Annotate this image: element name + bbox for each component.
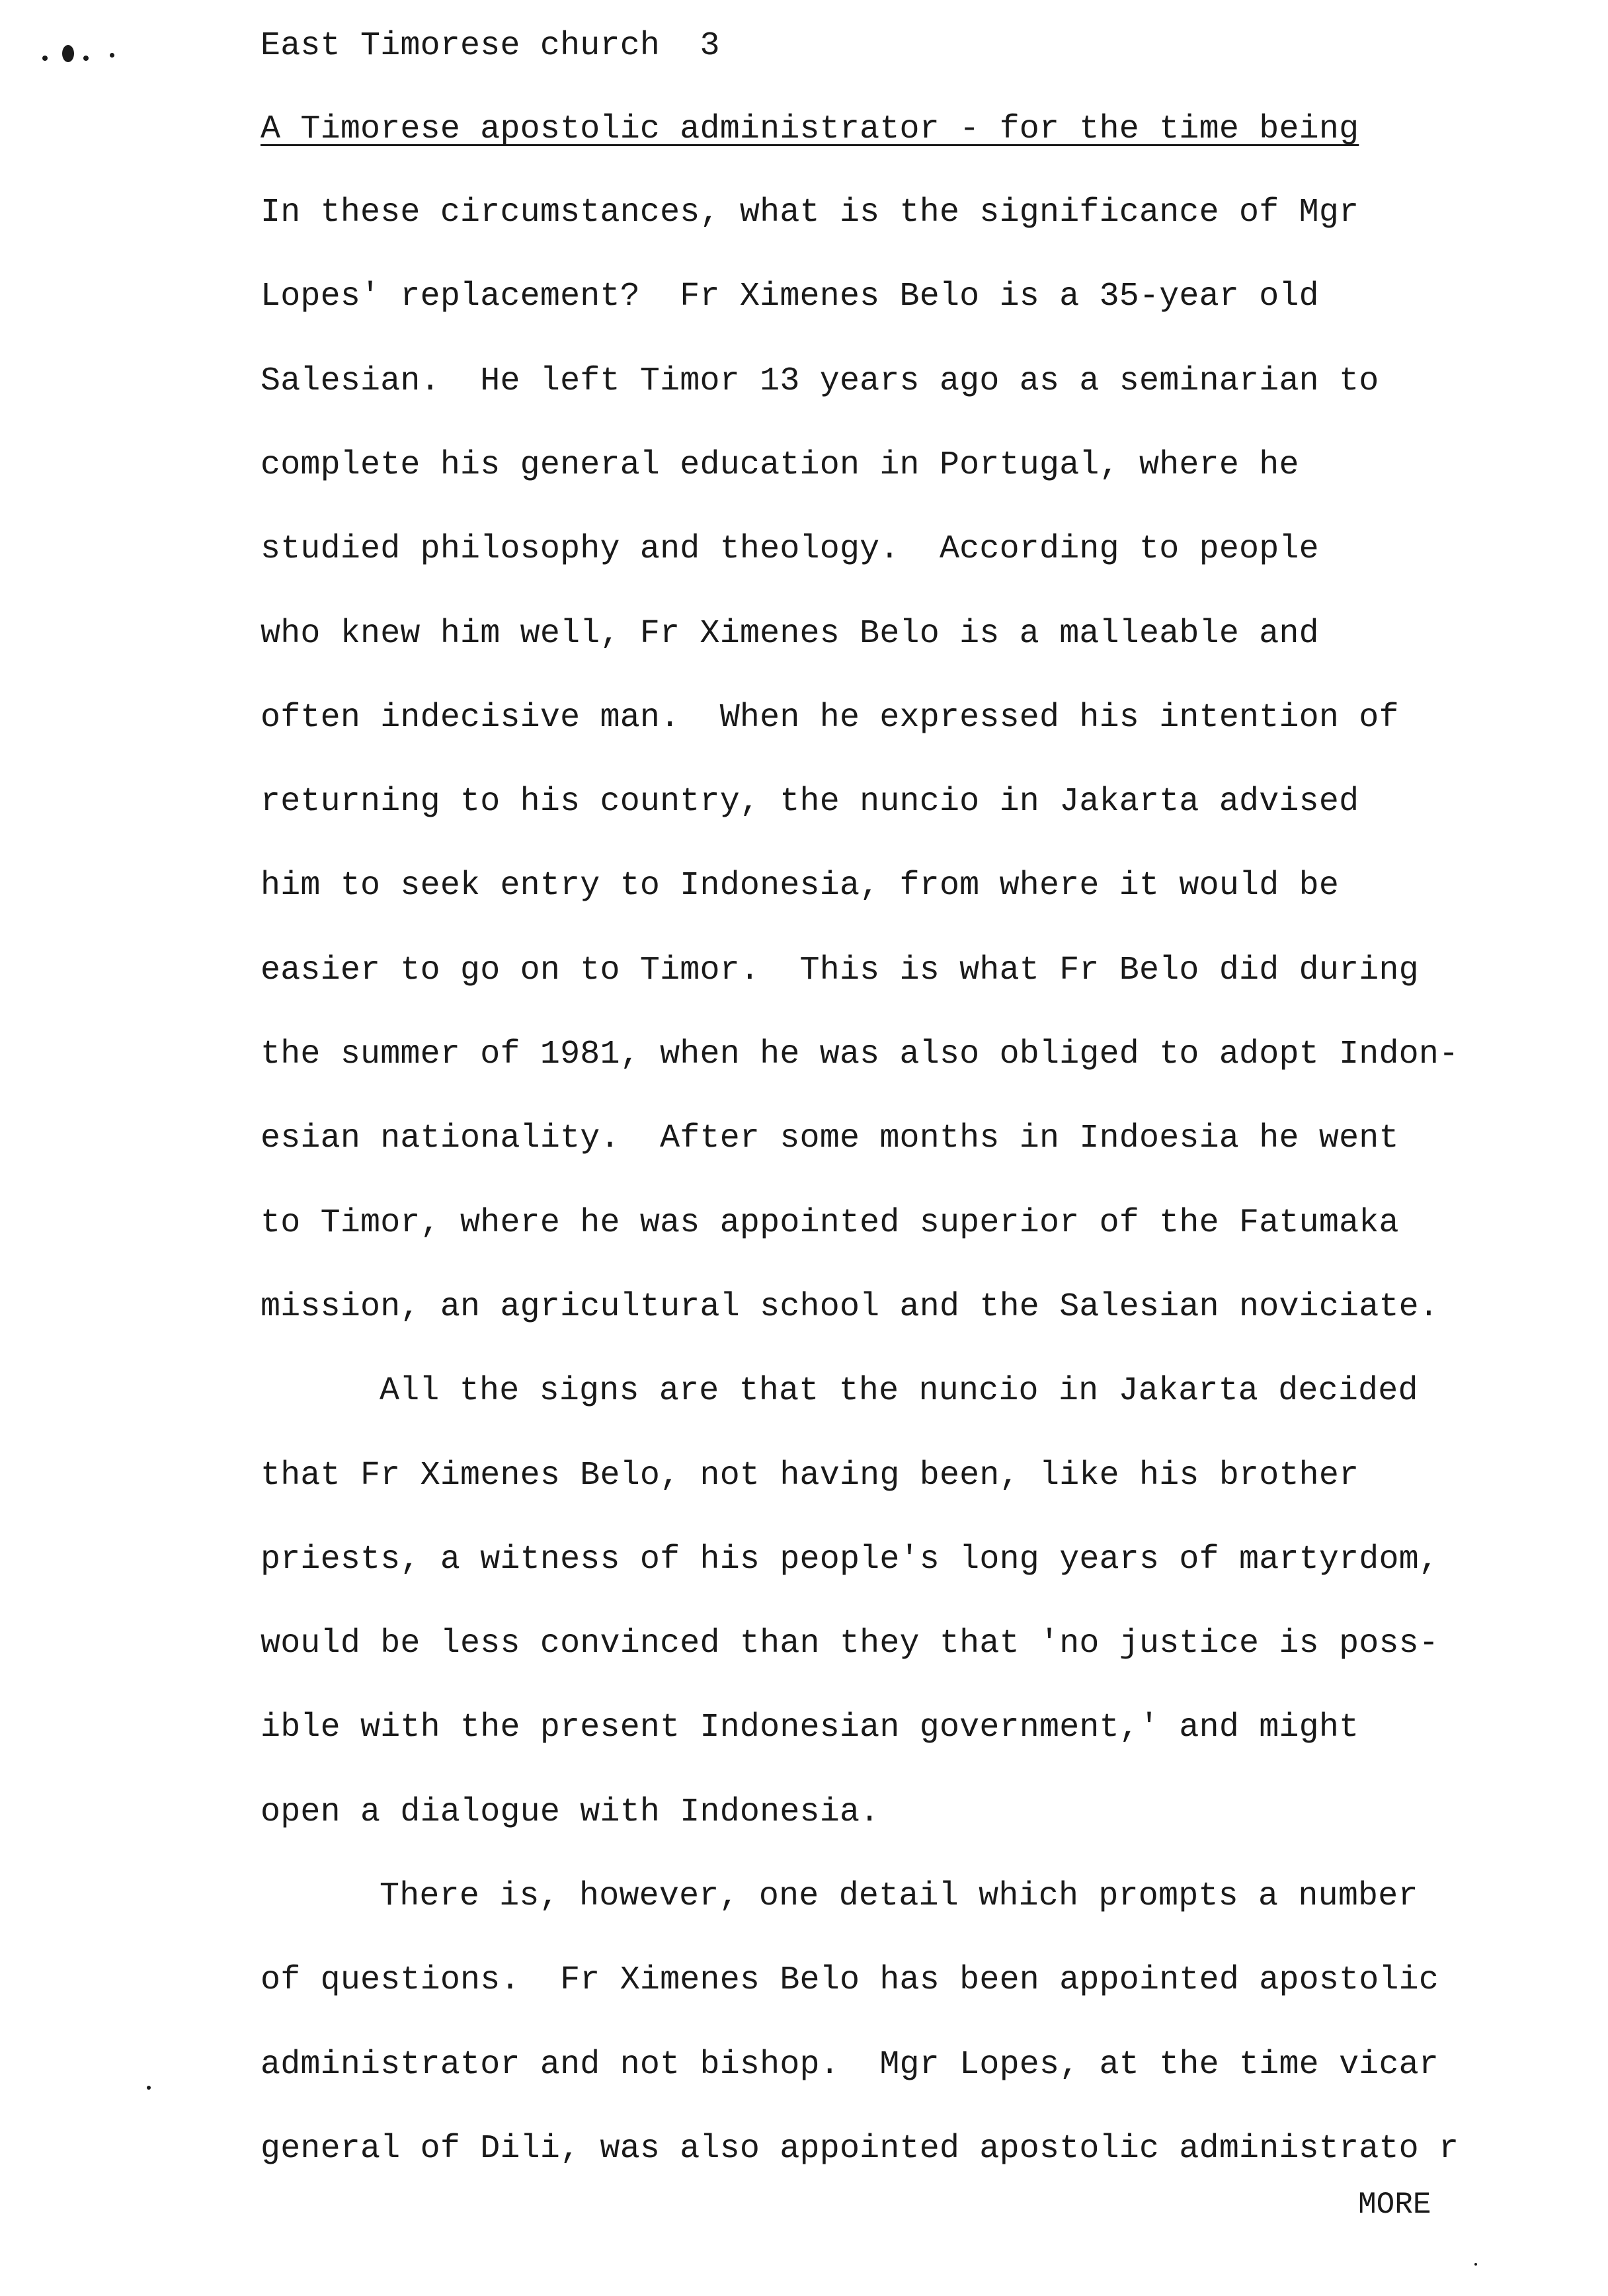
- body-line: would be less convinced than they that 'no justice is poss-: [261, 1625, 1439, 1662]
- body-line: him to seek entry to Indonesia, from where it would be: [261, 867, 1340, 905]
- body-line: ible with the present Indonesian government,' and might: [261, 1709, 1359, 1746]
- margin-dot: [42, 56, 48, 61]
- body-line: In these circumstances, what is the significance of Mgr: [261, 194, 1359, 231]
- body-line: All the signs are that the nuncio in Jakarta decided: [380, 1372, 1418, 1410]
- body-line: Lopes' replacement? Fr Ximenes Belo is a 35-year old: [261, 278, 1319, 315]
- body-line: the summer of 1981, when he was also obliged to adopt Indon-: [261, 1036, 1459, 1073]
- stray-mark: [147, 2086, 151, 2090]
- body-line: often indecisive man. When he expressed his intention of: [261, 699, 1399, 737]
- body-line: who knew him well, Fr Ximenes Belo is a malleable and: [261, 615, 1319, 653]
- body-line: priests, a witness of his people's long years of martyrdom,: [261, 1541, 1439, 1578]
- section-title: A Timorese apostolic administrator - for the time being: [261, 110, 1359, 148]
- body-line: open a dialogue with Indonesia.: [261, 1793, 880, 1831]
- margin-marks: [38, 29, 151, 69]
- body-line: Salesian. He left Timor 13 years ago as a seminarian to: [261, 362, 1379, 400]
- stray-mark: [1474, 2263, 1477, 2266]
- body-line: esian nationality. After some months in Indoesia he went: [261, 1120, 1399, 1157]
- page-header: East Timorese church 3: [261, 27, 720, 65]
- margin-dot: [83, 56, 89, 61]
- margin-dot: [110, 53, 114, 58]
- body-line: complete his general education in Portugal, where he: [261, 446, 1299, 484]
- margin-dot: [62, 45, 74, 62]
- body-line: administrator and not bishop. Mgr Lopes, at the time vicar: [261, 2046, 1439, 2084]
- body-line: of questions. Fr Ximenes Belo has been appointed apostolic: [261, 1961, 1439, 1999]
- body-line: mission, an agricultural school and the Salesian noviciate.: [261, 1288, 1439, 1326]
- body-line: to Timor, where he was appointed superior of the Fatumaka: [261, 1204, 1399, 1242]
- body-line: easier to go on to Timor. This is what Fr Belo did during: [261, 952, 1419, 989]
- body-line: general of Dili, was also appointed apostolic administrato r: [261, 2130, 1459, 2168]
- body-line: returning to his country, the nuncio in Jakarta advised: [261, 783, 1359, 821]
- body-line: that Fr Ximenes Belo, not having been, like his brother: [261, 1457, 1359, 1495]
- body-line: studied philosophy and theology. According to people: [261, 530, 1319, 568]
- body-line: There is, however, one detail which prompts a number: [380, 1877, 1418, 1915]
- continuation-marker: MORE: [1358, 2188, 1431, 2222]
